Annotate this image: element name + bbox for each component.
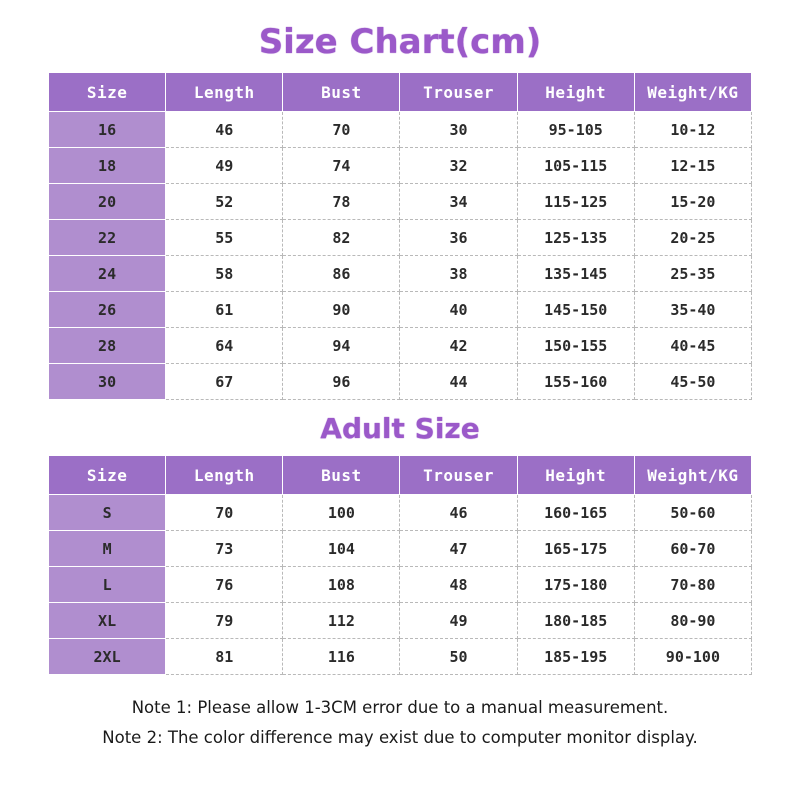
cell-length: 61 — [166, 292, 283, 328]
table-header-row — [49, 73, 752, 112]
cell-height: 145-150 — [517, 292, 634, 328]
cell-trouser: 47 — [400, 531, 517, 567]
note-line-2: Note 2: The color difference may exist due to computer monitor display. — [102, 728, 698, 747]
cell-length: 79 — [166, 603, 283, 639]
page-title: Size Chart(cm) — [258, 22, 542, 62]
cell-weight: 20-25 — [634, 220, 751, 256]
column-header-bust: Bust — [283, 73, 400, 112]
cell-length: 64 — [166, 328, 283, 364]
column-header-trouser: Trouser — [400, 456, 517, 495]
cell-trouser: 40 — [400, 292, 517, 328]
cell-height: 95-105 — [517, 112, 634, 148]
kids-table-header — [49, 73, 752, 112]
adult-size-table-wrapper — [0, 455, 800, 675]
cell-weight: 12-15 — [634, 148, 751, 184]
cell-bust: 116 — [283, 639, 400, 675]
cell-bust: 104 — [283, 531, 400, 567]
cell-trouser: 46 — [400, 495, 517, 531]
kids-table-body — [49, 112, 752, 400]
cell-height: 115-125 — [517, 184, 634, 220]
cell-trouser: 34 — [400, 184, 517, 220]
cell-weight: 10-12 — [634, 112, 751, 148]
cell-weight: 70-80 — [634, 567, 751, 603]
table-header-row — [49, 456, 752, 495]
cell-size: XL — [49, 603, 166, 639]
cell-height: 155-160 — [517, 364, 634, 400]
cell-size: 18 — [49, 148, 166, 184]
cell-weight: 45-50 — [634, 364, 751, 400]
cell-length: 67 — [166, 364, 283, 400]
cell-bust: 78 — [283, 184, 400, 220]
cell-trouser: 42 — [400, 328, 517, 364]
cell-height: 125-135 — [517, 220, 634, 256]
adult-size-table — [48, 455, 752, 675]
cell-size: 22 — [49, 220, 166, 256]
kids-size-table — [48, 72, 752, 400]
cell-size: 2XL — [49, 639, 166, 675]
cell-length: 46 — [166, 112, 283, 148]
table-row — [49, 148, 752, 184]
cell-bust: 96 — [283, 364, 400, 400]
cell-bust: 70 — [283, 112, 400, 148]
cell-weight: 50-60 — [634, 495, 751, 531]
table-row — [49, 603, 752, 639]
cell-height: 180-185 — [517, 603, 634, 639]
cell-bust: 74 — [283, 148, 400, 184]
cell-size: 30 — [49, 364, 166, 400]
cell-weight: 15-20 — [634, 184, 751, 220]
cell-length: 73 — [166, 531, 283, 567]
cell-weight: 25-35 — [634, 256, 751, 292]
table-row — [49, 531, 752, 567]
table-row — [49, 328, 752, 364]
column-header-length: Length — [166, 73, 283, 112]
table-row — [49, 639, 752, 675]
cell-size: 28 — [49, 328, 166, 364]
cell-bust: 86 — [283, 256, 400, 292]
cell-length: 76 — [166, 567, 283, 603]
cell-weight: 80-90 — [634, 603, 751, 639]
table-row — [49, 184, 752, 220]
cell-size: 16 — [49, 112, 166, 148]
table-row — [49, 567, 752, 603]
table-row — [49, 292, 752, 328]
cell-height: 105-115 — [517, 148, 634, 184]
adult-table-body — [49, 495, 752, 675]
adult-table-header — [49, 456, 752, 495]
cell-trouser: 32 — [400, 148, 517, 184]
adult-size-title: Adult Size — [320, 412, 480, 445]
cell-height: 135-145 — [517, 256, 634, 292]
cell-height: 175-180 — [517, 567, 634, 603]
cell-trouser: 36 — [400, 220, 517, 256]
cell-size: S — [49, 495, 166, 531]
cell-length: 52 — [166, 184, 283, 220]
cell-size: 24 — [49, 256, 166, 292]
notes-section — [0, 675, 800, 753]
column-header-height: Height — [517, 456, 634, 495]
cell-height: 150-155 — [517, 328, 634, 364]
cell-height: 185-195 — [517, 639, 634, 675]
cell-trouser: 48 — [400, 567, 517, 603]
cell-trouser: 30 — [400, 112, 517, 148]
cell-length: 49 — [166, 148, 283, 184]
cell-bust: 112 — [283, 603, 400, 639]
kids-size-table-wrapper — [0, 72, 800, 400]
table-row — [49, 364, 752, 400]
cell-bust: 90 — [283, 292, 400, 328]
cell-size: M — [49, 531, 166, 567]
table-row — [49, 220, 752, 256]
column-header-weight: Weight/KG — [634, 456, 751, 495]
cell-size: 20 — [49, 184, 166, 220]
cell-bust: 94 — [283, 328, 400, 364]
cell-trouser: 44 — [400, 364, 517, 400]
cell-weight: 40-45 — [634, 328, 751, 364]
cell-height: 165-175 — [517, 531, 634, 567]
column-header-weight: Weight/KG — [634, 73, 751, 112]
table-row — [49, 256, 752, 292]
cell-trouser: 38 — [400, 256, 517, 292]
cell-length: 81 — [166, 639, 283, 675]
cell-trouser: 50 — [400, 639, 517, 675]
cell-length: 55 — [166, 220, 283, 256]
cell-bust: 82 — [283, 220, 400, 256]
note-line-1: Note 1: Please allow 1-3CM error due to a manual measurement. — [131, 698, 669, 717]
column-header-size: Size — [49, 73, 166, 112]
table-row — [49, 112, 752, 148]
cell-height: 160-165 — [517, 495, 634, 531]
cell-trouser: 49 — [400, 603, 517, 639]
cell-length: 70 — [166, 495, 283, 531]
column-header-trouser: Trouser — [400, 73, 517, 112]
column-header-height: Height — [517, 73, 634, 112]
cell-weight: 35-40 — [634, 292, 751, 328]
cell-bust: 100 — [283, 495, 400, 531]
table-row — [49, 495, 752, 531]
cell-length: 58 — [166, 256, 283, 292]
cell-size: 26 — [49, 292, 166, 328]
cell-size: L — [49, 567, 166, 603]
cell-weight: 90-100 — [634, 639, 751, 675]
cell-weight: 60-70 — [634, 531, 751, 567]
column-header-length: Length — [166, 456, 283, 495]
column-header-size: Size — [49, 456, 166, 495]
column-header-bust: Bust — [283, 456, 400, 495]
cell-bust: 108 — [283, 567, 400, 603]
